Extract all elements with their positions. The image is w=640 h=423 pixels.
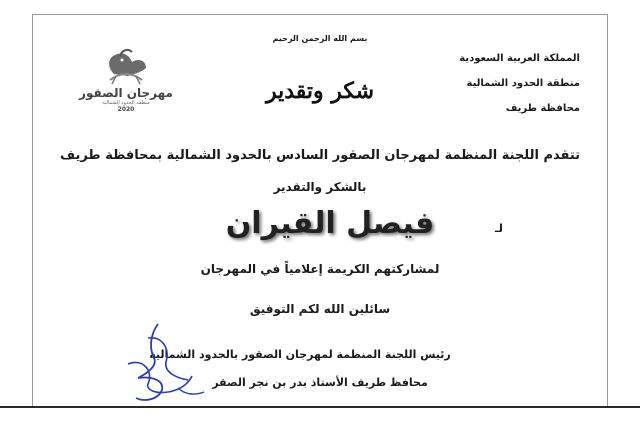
basmala: بسم الله الرحمن الرحيم — [272, 34, 368, 43]
participation-line: لمشاركتهم الكريمة إعلامياً في المهرجان — [200, 262, 440, 276]
recipient-name: فيصل القيران — [225, 206, 435, 241]
region-name: منطقة الحدود الشمالية — [466, 78, 580, 89]
wishes-line: سائلين الله لكم التوفيق — [249, 302, 391, 316]
logo-title: مهرجان الصقور — [79, 86, 173, 100]
recipient-prefix: لـ — [495, 222, 503, 235]
handwritten-signature — [118, 318, 228, 408]
governor-name: محافظ طريف الأستاذ بدر بن نجر الصقر — [212, 376, 428, 389]
logo-year: 2020 — [117, 106, 135, 113]
intro-line: تتقدم اللجنة المنظمة لمهرجان الصقور السادس بالحدود الشمالية بمحافظة طريف — [59, 148, 581, 163]
governorate-name: محافظة طريف — [505, 103, 580, 114]
committee-chair-title: رئيس اللجنة المنظمة لمهرجان الصقور بالحدود الشمالية — [149, 348, 451, 361]
bottom-divider — [0, 406, 640, 408]
logo-caption — [76, 86, 176, 113]
kingdom-name: المملكة العربية السعودية — [459, 53, 580, 64]
thanks-line: بالشكر والتقدير — [273, 180, 367, 194]
certificate-title: شكر وتقدير — [265, 78, 375, 104]
logo-subtitle: منطقة الحدود الشمالية — [102, 100, 150, 106]
